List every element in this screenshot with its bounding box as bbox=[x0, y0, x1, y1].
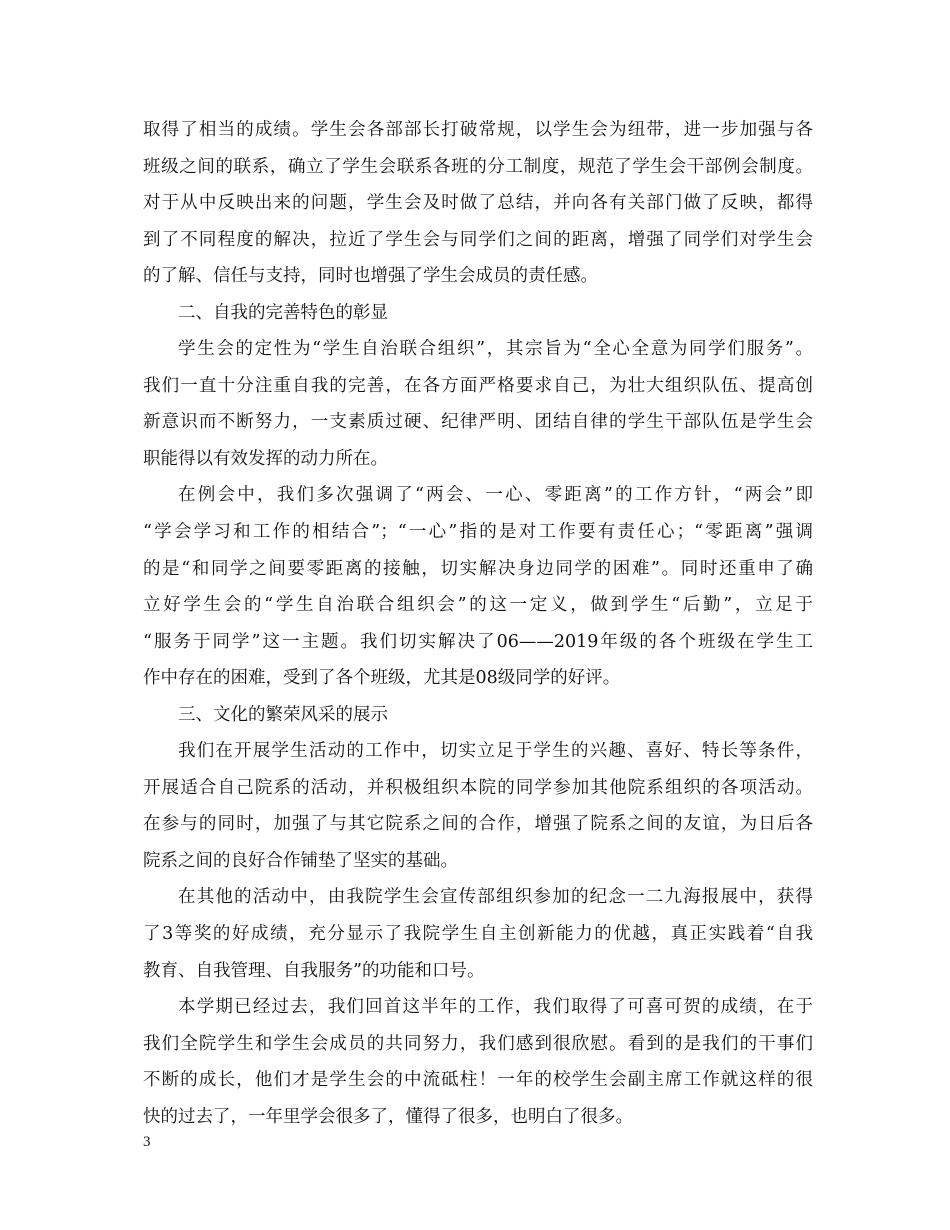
text-line: 在例会中，我们多次强调了“两会、一心、零距离”的工作方针，“两会”即 bbox=[178, 485, 813, 506]
text-line: 取得了相当的成绩。学生会各部部长打破常规，以学生会为纽带，进一步加强与各 bbox=[143, 120, 813, 140]
text-line: 班级之间的联系，确立了学生会联系各班的分工制度，规范了学生会干部例会制度。 bbox=[143, 156, 813, 177]
text-line: 我们全院学生和学生会成员的共同努力，我们感到很欣慰。看到的是我们的干事们 bbox=[143, 1033, 813, 1054]
text-line: 在其他的活动中，由我院学生会宣传部组织参加的纪念一二九海报展中，获得 bbox=[178, 887, 813, 908]
text-line: 的了解、信任与支持，同时也增强了学生会成员的责任感。 bbox=[143, 266, 598, 287]
text-line: 学生会的定性为“学生自治联合组织”，其宗旨为“全心全意为同学们服务”。 bbox=[178, 339, 813, 360]
text-line: 本学期已经过去，我们回首这半年的工作，我们取得了可喜可贺的成绩，在于 bbox=[178, 997, 813, 1018]
text-line: 作中存在的困难，受到了各个班级，尤其是08级同学的好评。 bbox=[143, 668, 621, 689]
text-line: 我们一直十分注重自我的完善，在各方面严格要求自己，为壮大组织队伍、提高创 bbox=[143, 375, 813, 396]
text-line: 新意识而不断努力，一支素质过硬、纪律严明、团结自律的学生干部队伍是学生会 bbox=[143, 412, 813, 433]
text-line: “学会学习和工作的相结合”；“一心”指的是对工作要有责任心；“零距离”强调 bbox=[143, 522, 813, 543]
text-line: 不断的成长，他们才是学生会的中流砥柱！一年的校学生会副主席工作就这样的很 bbox=[143, 1070, 813, 1091]
text-line: 立好学生会的“学生自治联合组织会”的这一定义，做到学生“后勤”，立足于 bbox=[143, 595, 813, 616]
text-line: 了3等奖的好成绩，充分显示了我院学生自主创新能力的优越，真正实践着“自我 bbox=[143, 924, 813, 945]
text-line: 对于从中反映出来的问题，学生会及时做了总结，并向各有关部门做了反映，都得 bbox=[143, 193, 813, 214]
text-line: 快的过去了，一年里学会很多了，懂得了很多，也明白了很多。 bbox=[143, 1106, 633, 1127]
text-line: 职能得以有效发挥的动力所在。 bbox=[143, 448, 388, 469]
section-heading: 二、自我的完善特色的彰显 bbox=[178, 302, 388, 323]
text-line: 我们在开展学生活动的工作中，切实立足于学生的兴趣、喜好、特长等条件， bbox=[178, 741, 813, 762]
text-line: 的是“和同学之间要零距离的接触，切实解决身边同学的困难”。同时还重申了确 bbox=[143, 558, 813, 579]
page-number: 3 bbox=[143, 1134, 151, 1150]
text-line: 到了不同程度的解决，拉近了学生会与同学们之间的距离，增强了同学们对学生会 bbox=[143, 229, 813, 250]
document-body bbox=[143, 112, 813, 1135]
text-line: 开展适合自己院系的活动，并积极组织本院的同学参加其他院系组织的各项活动。 bbox=[143, 777, 813, 798]
text-line: 教育、自我管理、自我服务”的功能和口号。 bbox=[143, 960, 485, 981]
text-line: “服务于同学”这一主题。我们切实解决了06——2019年级的各个班级在学生工 bbox=[143, 631, 813, 652]
text-line: 院系之间的良好合作铺垫了坚实的基础。 bbox=[143, 850, 458, 871]
text-line: 在参与的同时，加强了与其它院系之间的合作，增强了院系之间的友谊，为日后各 bbox=[143, 814, 813, 835]
section-heading: 三、文化的繁荣风采的展示 bbox=[178, 704, 388, 725]
